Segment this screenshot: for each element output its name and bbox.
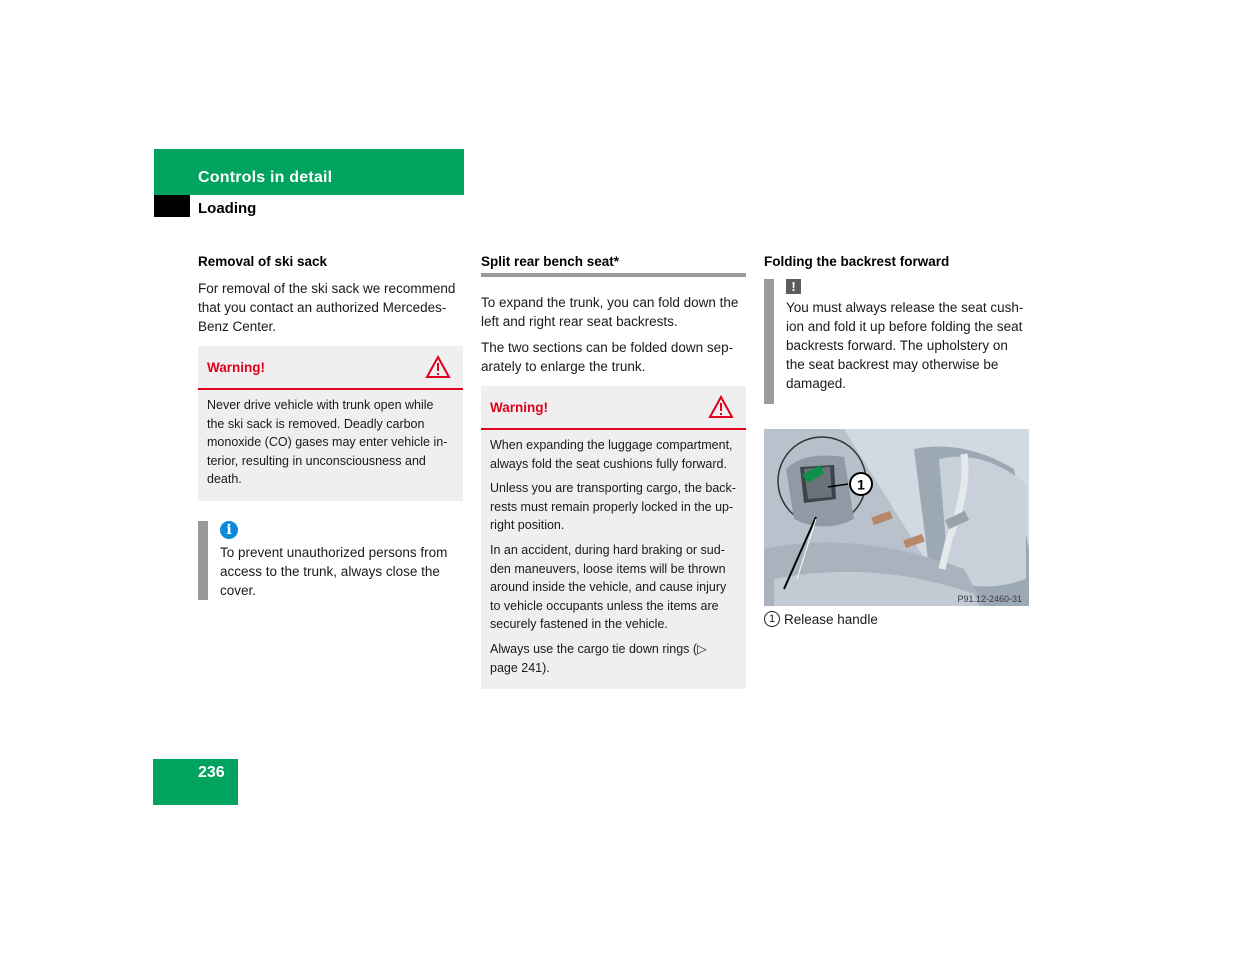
warning-para: Always use the cargo tie down rings (▷ page 241). [490, 641, 707, 675]
section-title: Controls in detail [198, 169, 333, 186]
heading-folding-backrest: Folding the backrest forward [764, 254, 950, 269]
warning-header [198, 346, 463, 390]
exclamation-icon: ! [786, 279, 801, 294]
warning-triangle-icon [425, 355, 451, 379]
photo-caption [764, 611, 878, 627]
page-number: 236 [198, 764, 225, 781]
info-text: To prevent unauthorized persons from access to the trunk, always close the cover. [220, 544, 448, 598]
warning-para: When expanding the luggage compartment, always fold the seat cushions fully forward. [490, 438, 733, 471]
warning-para: In an accident, during hard braking or sud-den maneuvers, loose items will be thrown around inside the vehicle, and cause injury to vehicle occupants unless the items are securely fastened in the vehicle. [490, 542, 727, 632]
warning-triangle-icon [708, 395, 734, 419]
subsection-title: Loading [198, 200, 257, 217]
warning-body [481, 430, 746, 689]
info-icon: i [220, 521, 238, 539]
photo-code: P91.12-2460-31 [957, 594, 1022, 604]
page-number-box [153, 759, 238, 805]
photo-callout-number: 1 [857, 476, 865, 493]
para-expand-trunk: To expand the trunk, you can fold down the left and right rear seat backrests. [481, 295, 739, 329]
seat-photo [764, 429, 1029, 606]
para-ski-sack: For removal of the ski sack we recommend that you contact an authorized Mercedes-Benz Center. [198, 281, 456, 334]
warning-label: Warning! [207, 359, 265, 375]
notice-text: You must always release the seat cush-ion and fold it up before folding the seat backrests forward. The upholstery on the seat backrest may otherwise be damaged. [786, 300, 1024, 391]
heading-ski-sack: Removal of ski sack [198, 254, 328, 269]
warning-body [198, 390, 463, 501]
warning-text: Never drive vehicle with trunk open while the ski sack is removed. Deadly carbon monoxide (CO) gases may enter vehicle in-terior, resulting in unconsciousness and death. [207, 398, 448, 487]
column-split-bench [481, 254, 746, 689]
column-ski-sack [198, 254, 463, 607]
warning-box [198, 346, 463, 501]
caption-number: 1 [764, 611, 780, 627]
caption-text: Release handle [784, 611, 878, 627]
column-folding-backrest [764, 254, 1029, 404]
heading-split-bench: Split rear bench seat* [481, 254, 746, 277]
warning-header [481, 386, 746, 430]
warning-box [481, 386, 746, 689]
para-two-sections: The two sections can be folded down sep-arately to enlarge the trunk. [481, 340, 734, 374]
info-box [198, 521, 463, 600]
notice-box [764, 279, 1029, 404]
warning-para: Unless you are transporting cargo, the back-rests must remain properly locked in the up-right position. [490, 481, 736, 533]
subsection-marker [154, 195, 190, 217]
warning-label: Warning! [490, 399, 548, 415]
